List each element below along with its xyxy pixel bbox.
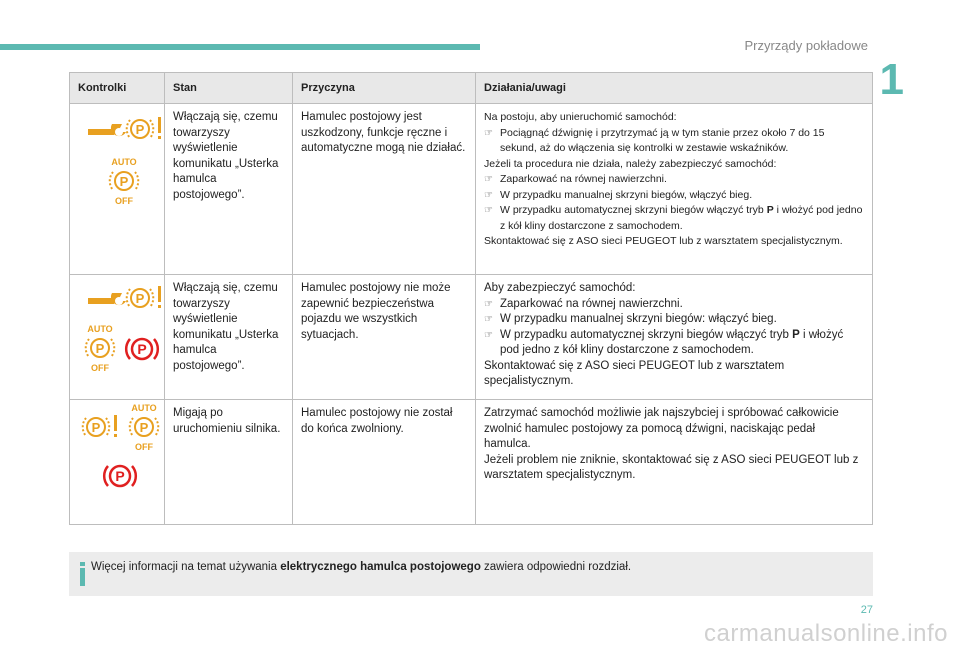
table-header-row (70, 73, 873, 104)
dzialania-cell (476, 275, 873, 400)
off-label: OFF (115, 196, 133, 206)
list-item-bold: P (766, 204, 774, 216)
przyczyna-cell: Hamulec postojowy nie może zapewnić bezpieczeństwa pojazdu we wszystkich sytuacjach. (293, 275, 476, 400)
off-label: OFF (91, 363, 109, 373)
list-item-text: i włożyć pod jedno z kół kliny dostarczone z samochodem. (500, 328, 844, 356)
warning-lights-table (69, 72, 873, 525)
auto-p-off-icon (82, 323, 118, 373)
parking-brake-fault-icon (124, 281, 164, 315)
chapter-number: 1 (879, 55, 904, 104)
auto-p-off-icon (106, 156, 142, 206)
icons-cell (70, 104, 165, 275)
footer-watermark: carmanualsonline.info (704, 620, 948, 647)
column-header-przyczyna: Przyczyna (293, 73, 476, 104)
table-row (70, 104, 873, 275)
parking-brake-icon (100, 458, 140, 494)
parking-brake-fault-icon (80, 410, 120, 444)
auto-label: AUTO (87, 324, 113, 334)
stan-cell: Włączają się, czemu towarzyszy wyświetlenie komunikatu „Usterka hamulca postojowego”. (165, 275, 293, 400)
column-header-stan: Stan (165, 73, 293, 104)
list-item: ☞ W przypadku manualnej skrzyni biegów, włączyć bieg. (484, 188, 864, 204)
parking-brake-icon (122, 331, 162, 367)
list-item: ☞ Zaparkować na równej nawierzchni. (484, 297, 864, 313)
dzialania-cell (476, 400, 873, 525)
list-item-text: W przypadku automatycznej skrzyni biegów włączyć tryb (500, 204, 767, 216)
info-text-bold: elektrycznego hamulca postojowego (280, 561, 481, 573)
action-paragraph: Zatrzymać samochód możliwie jak najszybciej i spróbować całkowicie zwolnić hamulec postojowy za pomocą dźwigni, naciskając pedał hamulca. (484, 407, 839, 450)
przyczyna-cell: Hamulec postojowy nie został do końca zwolniony. (293, 400, 476, 525)
action-outro: Skontaktować się z ASO sieci PEUGEOT lub z warsztatem specjalistycznym. (484, 235, 843, 247)
przyczyna-cell: Hamulec postojowy jest uszkodzony, funkcje ręczne i automatyczne mogą nie działać. (293, 104, 476, 275)
action-middle: Jeżeli ta procedura nie działa, należy zabezpieczyć samochód: (484, 157, 777, 170)
auto-label: AUTO (131, 403, 157, 413)
page-number: 27 (860, 604, 873, 616)
section-title: Przyrządy pokładowe (744, 38, 868, 53)
action-outro: Skontaktować się z ASO sieci PEUGEOT lub z warsztatem specjalistycznym. (484, 359, 785, 387)
action-intro: Aby zabezpieczyć samochód: (484, 282, 636, 294)
table-row (70, 275, 873, 400)
parking-brake-fault-icon (124, 112, 164, 146)
auto-p-off-icon (126, 402, 162, 452)
list-item: ☞ W przypadku manualnej skrzyni biegów: włączyć bieg. (484, 312, 864, 328)
info-text-part: Więcej informacji na temat używania (91, 561, 281, 573)
p-letter: P (135, 291, 145, 306)
list-item-bold: P (792, 328, 800, 341)
column-header-kontrolki: Kontrolki (70, 73, 165, 104)
list-item-text: i włożyć pod jedno z kół kliny dostarczone z samochodem. (500, 204, 863, 232)
p-letter: P (91, 420, 101, 435)
action-intro: Na postoju, aby unieruchomić samochód: (484, 111, 677, 123)
p-letter: P (119, 174, 129, 189)
table-row (70, 400, 873, 525)
p-letter: P (135, 122, 145, 137)
column-header-dzialania: Działania/uwagi (476, 73, 873, 104)
dzialania-cell (476, 104, 873, 275)
list-item (484, 328, 864, 359)
stan-cell: Włączają się, czemu towarzyszy wyświetlenie komunikatu „Usterka hamulca postojowego”. (165, 104, 293, 275)
off-label: OFF (135, 442, 153, 452)
info-icon (78, 561, 92, 587)
stan-cell: Migają po uruchomieniu silnika. (165, 400, 293, 525)
icons-cell (70, 400, 165, 525)
info-box (69, 552, 873, 596)
info-text-part: zawiera odpowiedni rozdział. (480, 561, 632, 573)
list-item: ☞ Pociągnąć dźwignię i przytrzymać ją w tym stanie przez około 7 do 15 sekund, aż do włączenia się kontrolki w zestawie wskaźników. (484, 126, 864, 157)
action-paragraph: Jeżeli problem nie zniknie, skontaktować się z ASO sieci PEUGEOT lub z warsztatem specjalistycznym. (484, 453, 859, 481)
icons-cell (70, 275, 165, 400)
info-text (91, 561, 631, 573)
list-item: ☞ Zaparkować na równej nawierzchni. (484, 172, 864, 188)
list-item (484, 203, 864, 234)
p-letter: P (115, 468, 125, 484)
p-letter: P (139, 420, 149, 435)
auto-label: AUTO (111, 157, 137, 167)
p-letter: P (137, 341, 147, 357)
top-accent-bar (0, 44, 480, 50)
list-item-text: W przypadku automatycznej skrzyni biegów włączyć tryb (500, 328, 793, 341)
p-letter: P (95, 341, 105, 356)
